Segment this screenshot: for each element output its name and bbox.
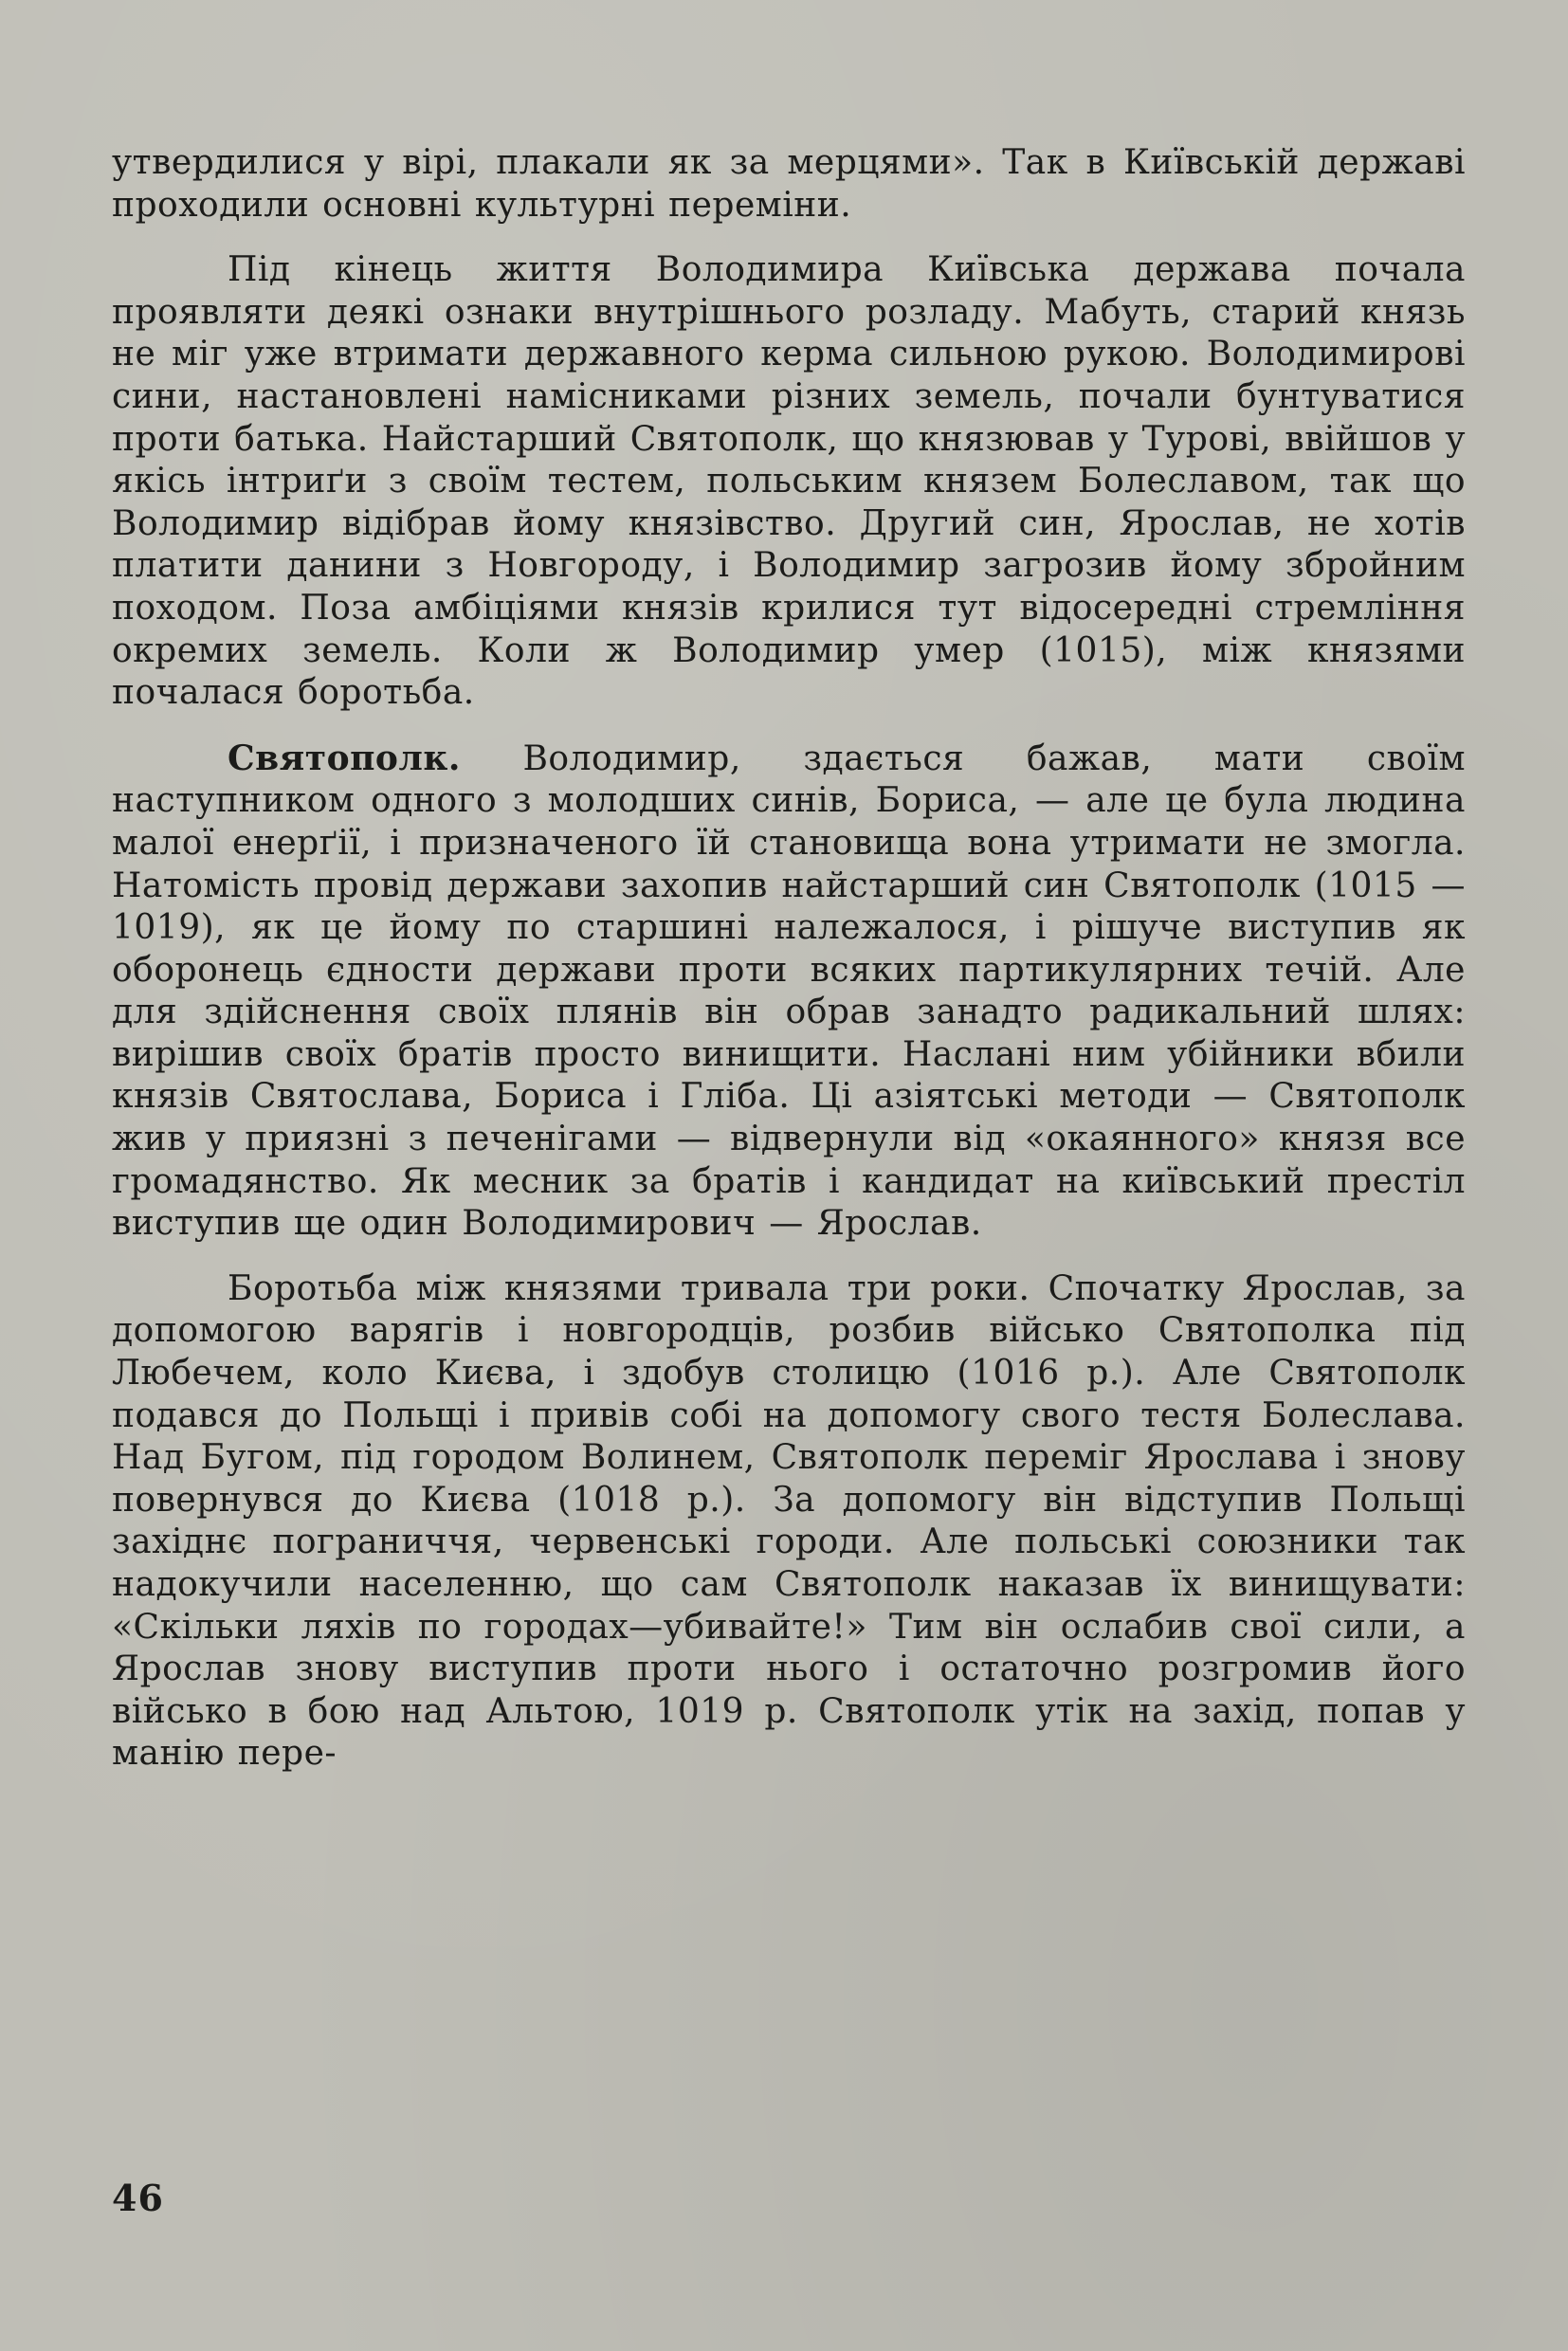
section-heading-sviatopolk: Святополк.: [228, 738, 461, 778]
paragraph-2-text: Під кінець життя Володимира Київська держава почала проявляти деякі ознаки внутрішнього розладу. Мабуть, старий князь не міг уже втримати державного керма сильною рукою. Володимирові сини, настановлені намісниками різних земель, почали бунтуватися проти батька. Найстарший Святополк, що князював у Турові, ввійшов у якісь інтриґи з своїм тестем, польським князем Болеславом, так що Володимир відібрав йому князівство. Другий син, Ярослав, не хотів платити данини з Новгороду, і Володимир загрозив йому збройним походом. Поза амбіціями князів крилися тут відосередні стремління окремих земель. Коли ж Володимир умер (1015), між князями почалася боротьба.: [112, 250, 1466, 713]
page-number: 46: [112, 2177, 164, 2219]
paragraph-3-text: Володимир, здається бажав, мати своїм наступником одного з молодших синів, Бориса, — але це була людина малої енерґії, і призначеного їй становища вона утримати не змогла. Натомість провід держави захопив найстарший син Святополк (1015 — 1019), як це йому по старшині належалося, і рішуче виступив як оборонець єдности держави проти всяких партикулярних течій. Але для здійснення своїх плянів він обрав занадто радикальний шлях: вирішив своїх братів просто винищити. Наслані ним убійники вбили князів Святослава, Бориса і Гліба. Ці азіятські методи — Святополк жив у приязні з печенігами — відвернули від «окаянного» князя все громадянство. Як месник за братів і кандидат на київський престіл виступив ще один Володимирович — Ярослав.: [112, 738, 1466, 1244]
paragraph-4: [112, 1268, 1466, 1776]
paragraph-1: [112, 142, 1466, 227]
paragraph-4-text: Боротьба між князями тривала три роки. Спочатку Ярослав, за допомогою варягів і новгородців, розбив військо Святополка під Любечем, коло Києва, і здобув столицю (1016 р.). Але Святополк подався до Польщі і привів собі на допомогу свого тестя Болеслава. Над Бугом, під городом Волинем, Святополк переміг Ярослава і знову повернувся до Києва (1018 р.). За допомогу він відступив Польщі західнє пограниччя, червенські городи. Але польські союзники так надокучили населенню, що сам Святополк наказав їх винищувати: «Скільки ляхів по городах—убивайте!» Тим він ослабив свої сили, а Ярослав знову виступив проти нього і остаточно розгромив його військо в бою над Альтою, 1019 р. Святополк утік на захід, попав у манію пере-: [112, 1268, 1466, 1774]
paragraph-2: [112, 249, 1466, 715]
paragraph-3: [112, 738, 1466, 1246]
page-body-text: [112, 142, 1466, 1776]
paragraph-1-text: утвердилися у вірі, плакали як за мерцями». Так в Київській державі проходили основні культурні переміни.: [112, 143, 1466, 225]
